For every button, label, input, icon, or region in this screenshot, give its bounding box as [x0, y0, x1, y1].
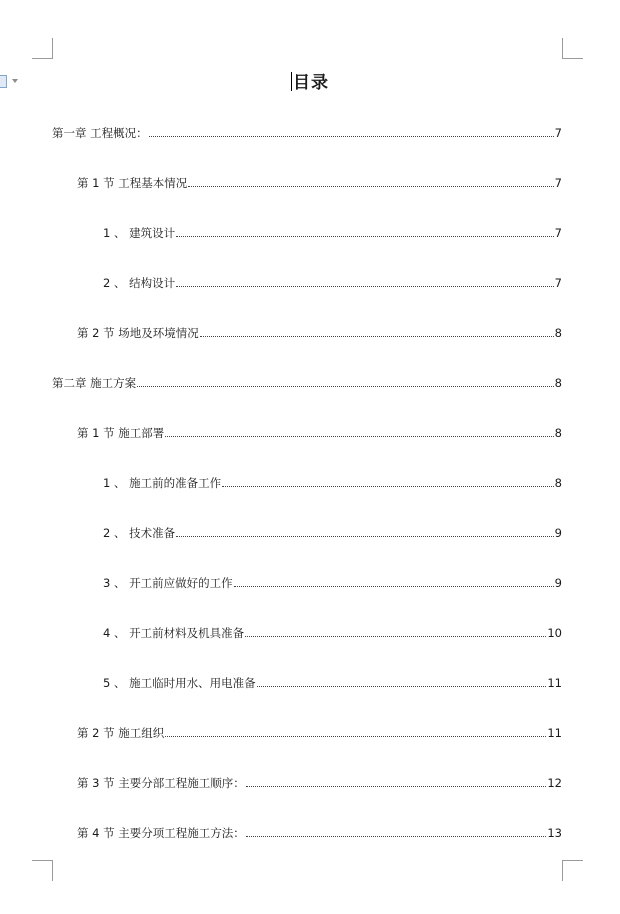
toc-entry-section[interactable] — [77, 174, 562, 190]
toc-entry-label: 5 、 施工临时用水、用电准备 — [103, 676, 256, 690]
toc-entry-chapter-2[interactable] — [52, 374, 562, 390]
toc-leader-dots — [188, 185, 553, 187]
toc-entry-label: 2 、 结构设计 — [103, 276, 176, 290]
toc-leader-dots — [234, 585, 554, 587]
toc-entry-subsection[interactable] — [103, 224, 562, 240]
toc-entry-page: 8 — [554, 326, 562, 340]
toc-entry-page: 7 — [554, 126, 562, 140]
toc-entry-label: 第 3 节 主要分部工程施工顺序： — [77, 776, 245, 790]
toc-entry-label: 第 4 节 主要分项工程施工方法： — [77, 826, 245, 840]
toc-entry-section[interactable] — [77, 774, 562, 790]
toc-entry-page: 10 — [547, 626, 562, 640]
toc-entry-label: 3 、 开工前应做好的工作 — [103, 576, 233, 590]
toc-entry-section[interactable] — [77, 324, 562, 340]
toc-entry-subsection[interactable] — [103, 474, 562, 490]
toc-entry-label: 1 、 建筑设计 — [103, 226, 176, 240]
toc-leader-dots — [200, 335, 554, 337]
toc-entry-label: 第 2 节 施工组织 — [77, 726, 165, 740]
toc-entry-page: 7 — [554, 276, 562, 290]
toc-entry-page: 8 — [554, 376, 562, 390]
toc-entry-label: 第 1 节 工程基本情况 — [77, 176, 188, 190]
toc-leader-dots — [149, 135, 554, 137]
toc-leader-dots — [176, 535, 554, 537]
toc-entry-subsection[interactable] — [103, 674, 562, 690]
toc-entry-label: 2 、 技术准备 — [103, 526, 176, 540]
toc-leader-dots — [137, 385, 554, 387]
toc-entry-label: 1 、 施工前的准备工作 — [103, 476, 222, 490]
toc-entry-page: 9 — [554, 526, 562, 540]
toc-title-text: 目录 — [293, 73, 329, 93]
toc-entry-page: 9 — [554, 576, 562, 590]
toc-entry-page: 11 — [547, 726, 562, 740]
toc-entry-page: 8 — [554, 476, 562, 490]
toc-entry-label: 第一章 工程概况： — [52, 126, 148, 140]
toc-entry-label: 第 1 节 施工部署 — [77, 426, 165, 440]
toc-entry-subsection[interactable] — [103, 274, 562, 290]
toc-entry-subsection[interactable] — [103, 624, 562, 640]
toc-leader-dots — [245, 635, 546, 637]
toc-leader-dots — [222, 485, 554, 487]
toc-entry-section[interactable] — [77, 724, 562, 740]
toc-entry-chapter-1[interactable] — [52, 124, 562, 140]
toc-entry-section[interactable] — [77, 424, 562, 440]
toc-entry-subsection[interactable] — [103, 524, 562, 540]
toc-entry-page: 11 — [547, 676, 562, 690]
toc-leader-dots — [257, 685, 547, 687]
toc-entry-section[interactable] — [77, 824, 562, 840]
toc-leader-dots — [246, 785, 547, 787]
toc-entry-page: 7 — [554, 226, 562, 240]
toc-entry-label: 第二章 施工方案 — [52, 376, 137, 390]
toc-leader-dots — [176, 285, 554, 287]
toc-leader-dots — [165, 435, 553, 437]
toc-leader-dots — [246, 835, 547, 837]
toc-leader-dots — [165, 735, 546, 737]
toc-entry-page: 7 — [554, 176, 562, 190]
toc-entry-label: 第 2 节 场地及环境情况 — [77, 326, 199, 340]
toc-entry-page: 8 — [554, 426, 562, 440]
toc-entry-page: 12 — [547, 776, 562, 790]
toc-entry-label: 4 、 开工前材料及机具准备 — [103, 626, 245, 640]
toc-entry-subsection[interactable] — [103, 574, 562, 590]
toc-entry-page: 13 — [547, 826, 562, 840]
toc-leader-dots — [176, 235, 554, 237]
